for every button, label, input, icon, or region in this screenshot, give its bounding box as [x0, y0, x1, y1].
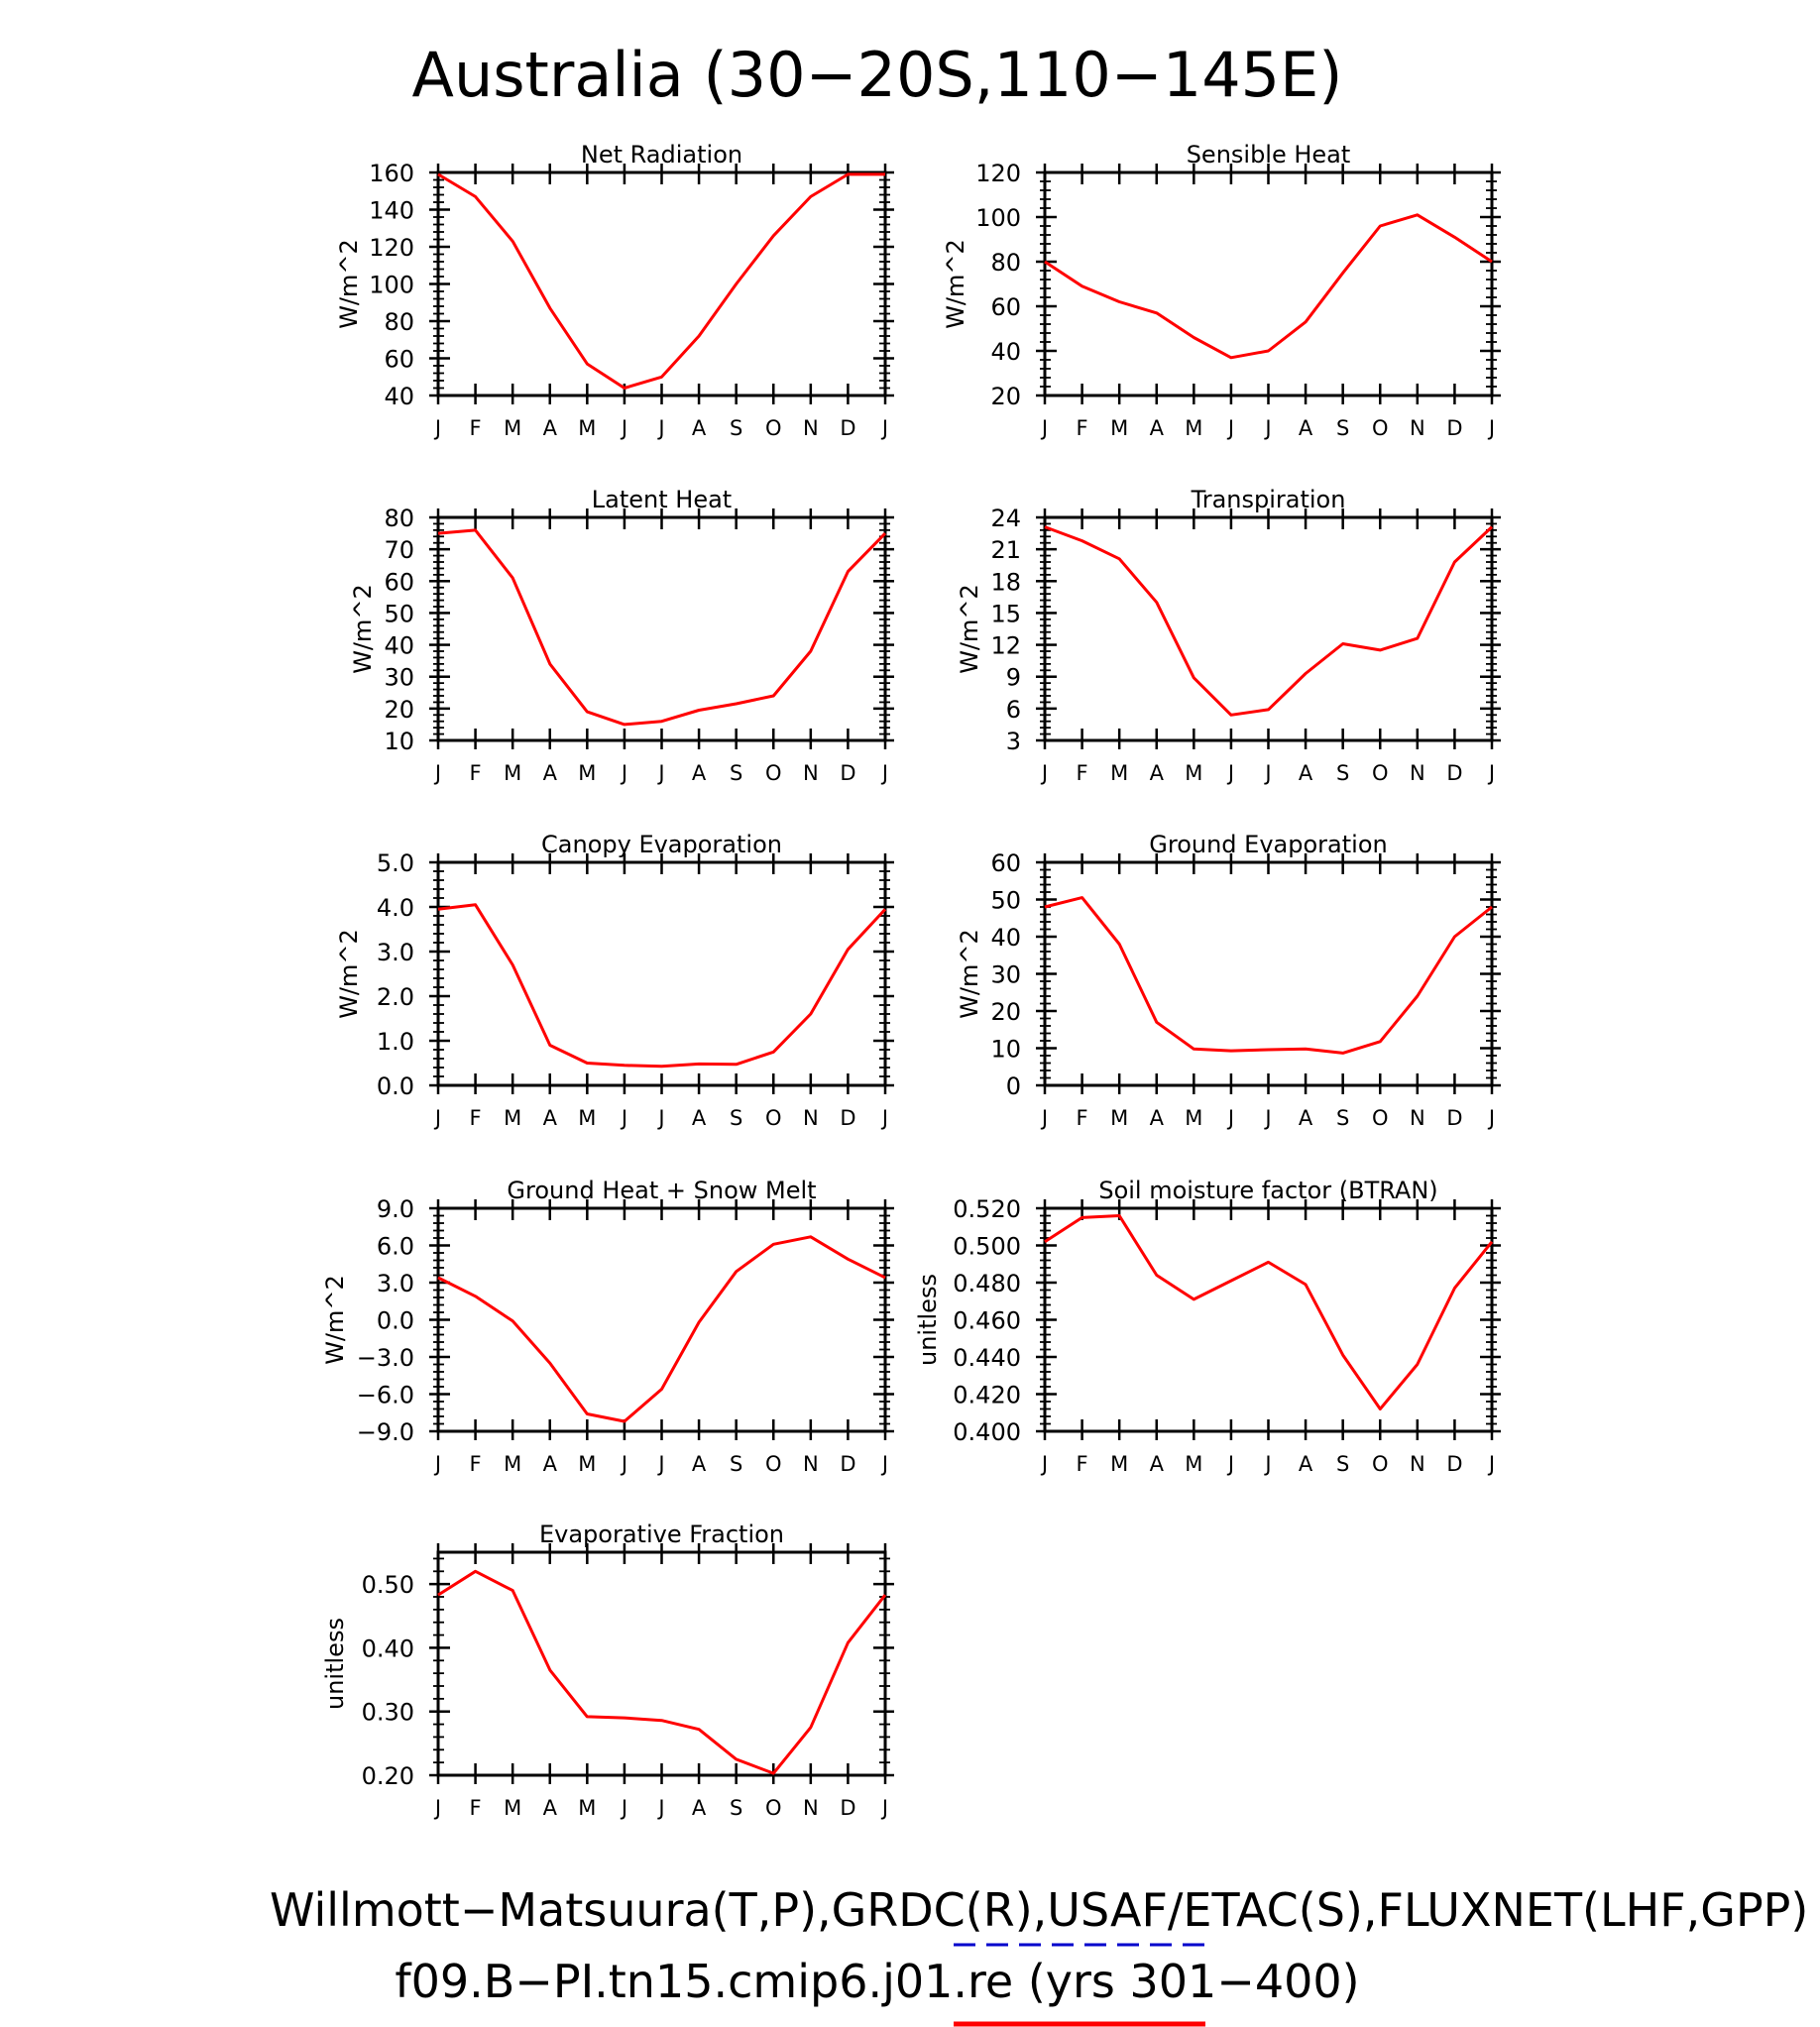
x-tick-label: F [1076, 761, 1088, 785]
x-tick-label: J [621, 416, 628, 440]
x-tick-label: O [764, 1106, 782, 1130]
y-tick-label: 120 [975, 160, 1021, 187]
x-tick-label: J [434, 1106, 442, 1130]
x-tick-label: O [764, 1452, 782, 1476]
panel-title: Latent Heat [591, 486, 733, 513]
y-tick-label: 0.0 [376, 1306, 414, 1335]
x-tick-label: M [578, 761, 597, 785]
x-tick-label: D [840, 416, 856, 440]
x-tick-label: J [658, 1106, 665, 1130]
x-tick-label: J [1227, 1106, 1235, 1130]
x-tick-label: S [1335, 1452, 1350, 1476]
x-tick-label: J [434, 1796, 442, 1820]
panel-evaporative-fraction [321, 1520, 894, 1820]
x-tick-label: S [729, 416, 743, 440]
x-tick-label: M [578, 1452, 597, 1476]
y-axis-label: W/m^2 [942, 239, 969, 329]
x-tick-label: M [1185, 761, 1203, 785]
y-tick-label: −6.0 [356, 1381, 414, 1409]
x-tick-label: S [729, 1106, 743, 1130]
y-tick-label: 60 [990, 849, 1021, 877]
x-tick-label: J [1265, 1106, 1272, 1130]
y-tick-label: 50 [990, 886, 1021, 915]
x-tick-label: J [434, 1452, 442, 1476]
x-tick-label: J [1265, 1452, 1272, 1476]
panel-title: Net Radiation [580, 141, 743, 169]
x-tick-label: J [881, 761, 889, 785]
y-axis-label: W/m^2 [321, 1275, 349, 1365]
x-tick-label: D [1446, 1106, 1463, 1130]
x-tick-label: N [1409, 761, 1425, 785]
panel-sensible-heat [942, 141, 1501, 440]
y-tick-label: 0.30 [361, 1698, 414, 1727]
x-tick-label: S [1335, 416, 1350, 440]
y-tick-label: 80 [384, 308, 414, 336]
x-tick-label: F [1076, 1452, 1088, 1476]
x-tick-label: J [881, 1796, 889, 1820]
x-tick-label: J [621, 1106, 628, 1130]
x-tick-label: J [621, 1796, 628, 1820]
x-tick-label: D [840, 1106, 856, 1130]
x-tick-label: D [840, 1796, 856, 1820]
x-tick-label: S [729, 761, 743, 785]
panel-transpiration [956, 486, 1501, 785]
x-tick-label: M [578, 1106, 597, 1130]
x-tick-label: N [1409, 1452, 1425, 1476]
x-tick-label: F [469, 1796, 482, 1820]
x-tick-label: A [691, 416, 707, 440]
x-tick-label: J [1488, 761, 1496, 785]
plot-frame [1045, 1208, 1492, 1431]
y-tick-label: 10 [384, 728, 414, 755]
series-line [1045, 215, 1492, 358]
x-tick-label: M [578, 1796, 597, 1820]
panel-title: Transpiration [1191, 486, 1346, 513]
y-tick-label: 80 [990, 249, 1021, 277]
y-tick-label: 3.0 [376, 1270, 414, 1297]
y-tick-label: 40 [384, 383, 414, 410]
panel-title: Ground Heat + Snow Melt [507, 1177, 817, 1204]
x-tick-label: F [1076, 1106, 1088, 1130]
y-axis-label: W/m^2 [349, 584, 377, 674]
y-tick-label: 60 [384, 345, 414, 374]
x-tick-label: J [621, 761, 628, 785]
panel-ground-heat-snow-melt [321, 1177, 894, 1476]
x-tick-label: J [1041, 1452, 1049, 1476]
y-tick-label: 30 [384, 663, 414, 692]
figure-title: Australia (30−20S,110−145E) [411, 39, 1343, 111]
y-tick-label: 20 [990, 998, 1021, 1026]
x-tick-label: O [764, 416, 782, 440]
x-tick-label: D [840, 761, 856, 785]
y-tick-label: 70 [384, 536, 414, 565]
panel-title: Evaporative Fraction [538, 1520, 785, 1548]
y-tick-label: 30 [990, 960, 1021, 989]
x-tick-label: N [802, 1106, 819, 1130]
x-tick-label: M [504, 1452, 522, 1476]
y-tick-label: 60 [384, 568, 414, 597]
panel-title: Soil moisture factor (BTRAN) [1098, 1177, 1438, 1204]
x-tick-label: A [542, 1452, 557, 1476]
plot-frame [1045, 862, 1492, 1085]
y-tick-label: 40 [990, 338, 1021, 366]
x-tick-label: J [881, 1452, 889, 1476]
y-tick-label: 21 [990, 536, 1021, 565]
x-tick-label: J [434, 761, 442, 785]
panel-title: Sensible Heat [1186, 141, 1351, 169]
x-tick-label: J [1488, 1452, 1496, 1476]
panel-ground-evaporation [956, 831, 1501, 1130]
y-tick-label: 1.0 [376, 1028, 414, 1056]
y-tick-label: 6.0 [376, 1232, 414, 1261]
y-axis-label: W/m^2 [335, 929, 363, 1019]
x-tick-label: F [469, 1106, 482, 1130]
x-tick-label: N [802, 1796, 819, 1820]
panel-title: Canopy Evaporation [541, 831, 782, 858]
x-tick-label: A [542, 1796, 557, 1820]
x-tick-label: A [1149, 1452, 1164, 1476]
x-tick-label: N [1409, 416, 1425, 440]
x-tick-label: M [1110, 1452, 1129, 1476]
x-tick-label: M [1110, 1106, 1129, 1130]
x-tick-label: J [1041, 416, 1049, 440]
y-tick-label: 80 [384, 505, 414, 532]
x-tick-label: S [1335, 761, 1350, 785]
x-tick-label: N [802, 1452, 819, 1476]
y-axis-label: unitless [914, 1274, 942, 1366]
y-tick-label: 3 [1005, 728, 1021, 755]
panel-net-radiation [335, 141, 894, 440]
x-tick-label: J [1041, 761, 1049, 785]
y-tick-label: 50 [384, 600, 414, 628]
y-tick-label: 0.420 [953, 1381, 1021, 1409]
x-tick-label: J [658, 1452, 665, 1476]
series-line [438, 174, 885, 389]
x-tick-label: J [621, 1452, 628, 1476]
chart-panels [321, 141, 1501, 1820]
x-tick-label: N [802, 761, 819, 785]
x-tick-label: M [504, 1106, 522, 1130]
x-tick-label: J [1488, 416, 1496, 440]
case-name-caption: f09.B−PI.tn15.cmip6.j01.re (yrs 301−400) [395, 1955, 1360, 2008]
y-tick-label: 4.0 [376, 894, 414, 922]
plot-frame [1045, 172, 1492, 395]
x-tick-label: A [1149, 1106, 1164, 1130]
y-tick-label: 0 [1005, 1072, 1021, 1100]
x-tick-label: N [802, 416, 819, 440]
y-tick-label: −9.0 [356, 1418, 414, 1446]
y-tick-label: 0.440 [953, 1344, 1021, 1372]
x-tick-label: J [1227, 761, 1235, 785]
x-tick-label: F [469, 416, 482, 440]
x-tick-label: A [542, 416, 557, 440]
x-tick-label: D [1446, 761, 1463, 785]
x-tick-label: M [504, 761, 522, 785]
x-tick-label: S [729, 1452, 743, 1476]
y-tick-label: 9 [1005, 663, 1021, 692]
y-tick-label: 9.0 [376, 1195, 414, 1223]
x-tick-label: J [1041, 1106, 1049, 1130]
y-tick-label: 20 [990, 383, 1021, 410]
y-tick-label: 0.400 [953, 1418, 1021, 1446]
x-tick-label: O [764, 761, 782, 785]
x-tick-label: F [469, 761, 482, 785]
series-line [438, 530, 885, 725]
y-tick-label: 3.0 [376, 939, 414, 966]
y-tick-label: 20 [384, 695, 414, 724]
panel-title: Ground Evaporation [1149, 831, 1388, 858]
y-axis-label: W/m^2 [335, 239, 363, 329]
x-tick-label: A [1298, 416, 1313, 440]
x-tick-label: M [1110, 761, 1129, 785]
x-tick-label: A [691, 1796, 707, 1820]
y-tick-label: 6 [1005, 695, 1021, 724]
x-tick-label: D [1446, 416, 1463, 440]
x-tick-label: M [1185, 1452, 1203, 1476]
y-tick-label: 12 [990, 631, 1021, 660]
x-tick-label: M [1185, 416, 1203, 440]
x-tick-label: A [542, 1106, 557, 1130]
plot-frame [438, 517, 885, 740]
x-tick-label: A [691, 1452, 707, 1476]
plot-frame [438, 862, 885, 1085]
x-tick-label: A [691, 1106, 707, 1130]
y-tick-label: 100 [975, 204, 1021, 232]
y-tick-label: 0.480 [953, 1270, 1021, 1297]
y-tick-label: 160 [369, 160, 414, 187]
y-tick-label: 0.0 [376, 1072, 414, 1100]
x-tick-label: S [1335, 1106, 1350, 1130]
y-tick-label: 0.40 [361, 1634, 414, 1663]
x-tick-label: A [1298, 1106, 1313, 1130]
series-line [1045, 898, 1492, 1054]
x-tick-label: J [658, 1796, 665, 1820]
x-tick-label: F [1076, 416, 1088, 440]
x-tick-label: J [1227, 416, 1235, 440]
y-axis-label: W/m^2 [956, 929, 983, 1019]
x-tick-label: D [1446, 1452, 1463, 1476]
y-axis-label: W/m^2 [956, 584, 983, 674]
series-line [1045, 527, 1492, 716]
series-line [438, 1237, 885, 1421]
x-tick-label: J [1265, 761, 1272, 785]
panel-latent-heat [349, 486, 894, 785]
x-tick-label: J [1488, 1106, 1496, 1130]
x-tick-label: J [658, 416, 665, 440]
y-tick-label: 15 [990, 600, 1021, 628]
series-line [438, 905, 885, 1067]
x-tick-label: J [434, 416, 442, 440]
x-tick-label: S [729, 1796, 743, 1820]
series-line [438, 1571, 885, 1773]
data-source-caption: Willmott−Matsuura(T,P),GRDC(R),USAF/ETAC(S),FLUXNET(LHF,GPP) [270, 1883, 1809, 1937]
x-tick-label: A [691, 761, 707, 785]
y-tick-label: 24 [990, 505, 1021, 532]
plot-frame [438, 172, 885, 395]
x-tick-label: J [658, 761, 665, 785]
series-line [1045, 1216, 1492, 1409]
x-tick-label: A [1149, 416, 1164, 440]
y-tick-label: 140 [369, 196, 414, 225]
y-tick-label: 0.500 [953, 1232, 1021, 1261]
x-tick-label: M [1110, 416, 1129, 440]
y-tick-label: 0.460 [953, 1306, 1021, 1335]
x-tick-label: J [881, 1106, 889, 1130]
x-tick-label: A [1149, 761, 1164, 785]
y-tick-label: −3.0 [356, 1344, 414, 1372]
x-tick-label: A [542, 761, 557, 785]
x-tick-label: D [840, 1452, 856, 1476]
y-tick-label: 120 [369, 234, 414, 262]
x-tick-label: O [1371, 1106, 1389, 1130]
x-tick-label: J [881, 416, 889, 440]
x-tick-label: M [504, 1796, 522, 1820]
y-tick-label: 60 [990, 293, 1021, 321]
x-tick-label: O [764, 1796, 782, 1820]
y-axis-label: unitless [321, 1618, 349, 1710]
plot-frame [1045, 517, 1492, 740]
x-tick-label: O [1371, 761, 1389, 785]
x-tick-label: O [1371, 1452, 1389, 1476]
panel-canopy-evaporation [335, 831, 894, 1130]
y-tick-label: 100 [369, 271, 414, 299]
y-tick-label: 0.50 [361, 1571, 414, 1600]
y-tick-label: 10 [990, 1035, 1021, 1064]
y-tick-label: 40 [990, 924, 1021, 952]
x-tick-label: J [1265, 416, 1272, 440]
y-tick-label: 40 [384, 631, 414, 660]
x-tick-label: N [1409, 1106, 1425, 1130]
x-tick-label: M [1185, 1106, 1203, 1130]
x-tick-label: A [1298, 1452, 1313, 1476]
y-tick-label: 5.0 [376, 849, 414, 877]
x-tick-label: J [1227, 1452, 1235, 1476]
x-tick-label: M [578, 416, 597, 440]
y-tick-label: 0.20 [361, 1762, 414, 1790]
y-tick-label: 0.520 [953, 1195, 1021, 1223]
x-tick-label: F [469, 1452, 482, 1476]
y-tick-label: 18 [990, 568, 1021, 597]
panel-soil-moisture-factor-btran [914, 1177, 1501, 1476]
x-tick-label: A [1298, 761, 1313, 785]
x-tick-label: O [1371, 416, 1389, 440]
y-tick-label: 2.0 [376, 983, 414, 1011]
x-tick-label: M [504, 416, 522, 440]
